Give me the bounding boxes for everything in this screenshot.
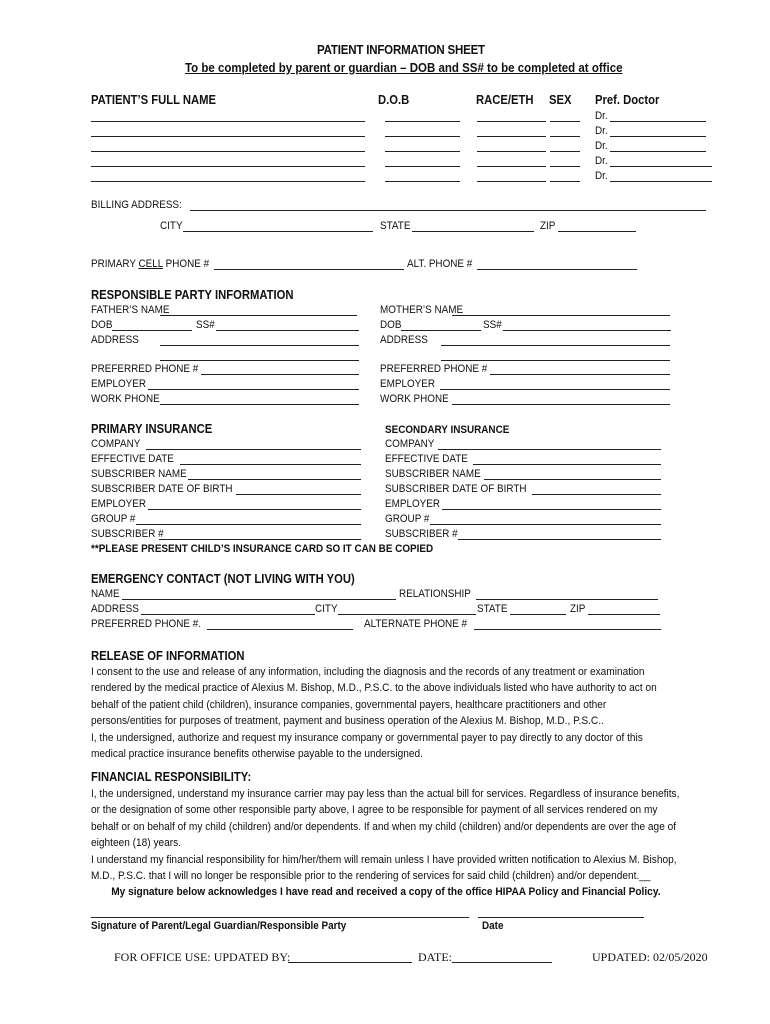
patient-doctor-field[interactable]: [610, 151, 706, 152]
patient-sex-field[interactable]: [550, 181, 580, 182]
updated-date: UPDATED: 02/05/2020: [592, 950, 708, 964]
doctor-prefix: Dr.: [595, 140, 608, 152]
father-address-label: ADDRESS: [91, 334, 139, 346]
mother-work-phone-label: WORK PHONE: [380, 393, 449, 405]
release-consent-paragraph: I consent to the use and release of any information, including the diagnosis and the records of any treatment or examination rendered by the medical practice of Alexius M. Bishop, M.D., P.S.C. to the above individuals listed who have authority to act on behalf of the patient child (children), insurance companies, governmental payers, healthcare practitioners and other persons/entities for purposes of treatment, payment and business operation of the Alexius M. Bishop, M.D., P.S.C..: [91, 666, 657, 728]
emergency-address-field[interactable]: [141, 614, 315, 615]
father-dob-label: DOB: [91, 319, 113, 331]
office-date-label: DATE:: [418, 950, 452, 964]
secondary-effective-date-label: EFFECTIVE DATE: [385, 453, 468, 465]
secondary-subscriber-dob-label: SUBSCRIBER DATE OF BIRTH: [385, 483, 527, 495]
patient-dob-field[interactable]: [385, 151, 460, 152]
financial-paragraph-1: I, the undersigned, understand my insurance carrier may pay less than the actual bill for services. Regardless of insurance benefits, or the designation of some other responsible party above, I agree to be responsible for payment of all services rendered on my behalf or on behalf of my child (children) and/or dependents. If and when my child (children) and/or dependents are over the age of eighteen (18) years.: [91, 788, 680, 850]
primary-subscriber-dob-label: SUBSCRIBER DATE OF BIRTH: [91, 483, 233, 495]
secondary-employer-field[interactable]: [442, 509, 661, 510]
pref-doctor-header: Pref. Doctor: [595, 93, 660, 107]
patient-doctor-field[interactable]: [610, 121, 706, 122]
father-work-phone-label: WORK PHONE: [91, 393, 160, 405]
mother-address-label: ADDRESS: [380, 334, 428, 346]
father-address-field[interactable]: [160, 345, 359, 346]
secondary-effective-date-field[interactable]: [473, 464, 661, 465]
patient-dob-field[interactable]: [385, 181, 460, 182]
billing-address-label: BILLING ADDRESS:: [91, 199, 182, 211]
financial-paragraph-2: I understand my financial responsibility for him/her/them will remain unless I have provided written notification to Alexius M. Bishop, M.D., P.S.C. that I will no longer be responsible prior to the rendering of services for said child (children) and/or dependent.__: [91, 853, 677, 883]
mother-dob-field[interactable]: [401, 330, 481, 331]
patient-name-field[interactable]: [91, 121, 365, 122]
primary-company-field[interactable]: [146, 449, 361, 450]
mother-address-field-2[interactable]: [441, 360, 670, 361]
father-employer-field[interactable]: [148, 389, 359, 390]
emergency-relationship-field[interactable]: [476, 599, 658, 600]
mother-preferred-phone-label: PREFERRED PHONE #: [380, 363, 488, 375]
doctor-prefix: Dr.: [595, 155, 608, 167]
primary-insurance-heading: PRIMARY INSURANCE: [91, 422, 213, 436]
patient-dob-field[interactable]: [385, 166, 460, 167]
primary-subscriber-num-label: SUBSCRIBER #: [91, 528, 164, 540]
mother-preferred-phone-field[interactable]: [490, 374, 670, 375]
signature-label: Signature of Parent/Legal Guardian/Responsible Party: [91, 920, 347, 932]
primary-subscriber-dob-field[interactable]: [236, 494, 361, 495]
doctor-prefix: Dr.: [595, 110, 608, 122]
patient-name-field[interactable]: [91, 166, 365, 167]
primary-group-label: GROUP #: [91, 513, 136, 525]
emergency-state-label: STATE: [477, 603, 508, 615]
secondary-company-field[interactable]: [438, 449, 661, 450]
patient-name-field[interactable]: [91, 136, 365, 137]
mother-work-phone-field[interactable]: [452, 404, 670, 405]
emergency-contact-heading: EMERGENCY CONTACT (NOT LIVING WITH YOU): [91, 572, 355, 586]
release-text: [91, 664, 680, 762]
primary-group-field[interactable]: [136, 524, 361, 525]
mother-employer-label: EMPLOYER: [380, 378, 436, 390]
doctor-prefix: Dr.: [595, 170, 608, 182]
billing-state-field[interactable]: [412, 231, 534, 232]
patient-sex-field[interactable]: [550, 166, 580, 167]
patient-sex-field[interactable]: [550, 136, 580, 137]
primary-subscriber-num-field[interactable]: [159, 539, 361, 540]
billing-address-field[interactable]: [190, 210, 706, 211]
financial-acknowledgement: My signature below acknowledges I have read and received a copy of the office HIPAA Policy and Financial Policy.: [111, 886, 661, 899]
secondary-group-field[interactable]: [430, 524, 661, 525]
mothers-name-label: MOTHER’S NAME: [380, 304, 464, 316]
secondary-subscriber-name-label: SUBSCRIBER NAME: [385, 468, 481, 480]
patient-race-field[interactable]: [477, 151, 546, 152]
primary-employer-label: EMPLOYER: [91, 498, 147, 510]
primary-subscriber-name-field[interactable]: [188, 479, 361, 480]
secondary-employer-label: EMPLOYER: [385, 498, 441, 510]
primary-effective-date-field[interactable]: [180, 464, 361, 465]
secondary-group-label: GROUP #: [385, 513, 430, 525]
patient-doctor-field[interactable]: [610, 181, 712, 182]
signature-field[interactable]: [91, 917, 469, 918]
emergency-preferred-phone-label: PREFERRED PHONE #.: [91, 618, 202, 630]
father-employer-label: EMPLOYER: [91, 378, 147, 390]
signature-date-label: Date: [482, 920, 504, 932]
emergency-address-label: ADDRESS: [91, 603, 139, 615]
dob-header: D.O.B: [378, 93, 410, 107]
patient-dob-field[interactable]: [385, 136, 460, 137]
emergency-city-label: CITY: [315, 603, 338, 615]
father-preferred-phone-field[interactable]: [201, 374, 359, 375]
responsible-party-heading: RESPONSIBLE PARTY INFORMATION: [91, 288, 294, 302]
mother-dob-label: DOB: [380, 319, 402, 331]
father-address-field-2[interactable]: [160, 360, 359, 361]
updated-by-field[interactable]: [288, 962, 412, 963]
secondary-subscriber-num-field[interactable]: [458, 539, 661, 540]
emergency-zip-label: ZIP: [570, 603, 586, 615]
form-subtitle: To be completed by parent or guardian – DOB and SS# to be completed at office: [185, 61, 623, 75]
patient-dob-field[interactable]: [385, 121, 460, 122]
mother-address-field[interactable]: [441, 345, 670, 346]
secondary-company-label: COMPANY: [385, 438, 435, 450]
mothers-name-field[interactable]: [452, 315, 670, 316]
mother-ss-field[interactable]: [503, 330, 671, 331]
billing-city-label: CITY: [160, 220, 183, 232]
release-authorize-paragraph: I, the undersigned, authorize and request my insurance company or governmental payer to pay directly to any doctor of this medical practice insurance benefits otherwise payable to the undersigned.: [91, 731, 643, 761]
billing-zip-field[interactable]: [558, 231, 636, 232]
patient-sex-field[interactable]: [550, 151, 580, 152]
fathers-name-label: FATHER’S NAME: [91, 304, 170, 316]
financial-text: [91, 786, 680, 901]
father-work-phone-field[interactable]: [160, 404, 359, 405]
secondary-subscriber-dob-field[interactable]: [532, 494, 661, 495]
alt-phone-label: ALT. PHONE #: [407, 258, 473, 270]
emergency-name-field[interactable]: [122, 599, 396, 600]
primary-employer-field[interactable]: [148, 509, 361, 510]
sex-header: SEX: [549, 93, 572, 107]
office-date-field[interactable]: [452, 962, 552, 963]
primary-subscriber-name-label: SUBSCRIBER NAME: [91, 468, 187, 480]
father-ss-label: SS#: [196, 319, 215, 331]
emergency-city-field[interactable]: [338, 614, 476, 615]
release-heading: RELEASE OF INFORMATION: [91, 649, 245, 663]
father-ss-field[interactable]: [216, 330, 359, 331]
race-header: RACE/ETH: [476, 93, 534, 107]
patient-doctor-field[interactable]: [610, 166, 712, 167]
primary-company-label: COMPANY: [91, 438, 141, 450]
patient-name-field[interactable]: [91, 151, 365, 152]
primary-effective-date-label: EFFECTIVE DATE: [91, 453, 174, 465]
mother-ss-label: SS#: [483, 319, 502, 331]
patient-race-field[interactable]: [477, 121, 546, 122]
patient-name-field[interactable]: [91, 181, 365, 182]
alt-phone-field[interactable]: [477, 269, 637, 270]
emergency-state-field[interactable]: [510, 614, 566, 615]
patient-name-header: PATIENT’S FULL NAME: [91, 93, 217, 107]
doctor-prefix: Dr.: [595, 125, 608, 137]
primary-cell-phone-label: PRIMARY CELL PHONE #: [91, 258, 210, 270]
emergency-preferred-phone-field[interactable]: [207, 629, 353, 630]
billing-zip-label: ZIP: [540, 220, 556, 232]
insurance-card-note: **PLEASE PRESENT CHILD’S INSURANCE CARD SO IT CAN BE COPIED: [91, 543, 434, 555]
billing-state-label: STATE: [380, 220, 411, 232]
secondary-subscriber-num-label: SUBSCRIBER #: [385, 528, 458, 540]
billing-city-field[interactable]: [183, 231, 373, 232]
patient-sex-field[interactable]: [550, 121, 580, 122]
emergency-name-label: NAME: [91, 588, 120, 600]
for-office-use-label: FOR OFFICE USE: UPDATED BY:: [114, 950, 291, 964]
patient-race-field[interactable]: [477, 166, 546, 167]
form-title: PATIENT INFORMATION SHEET: [317, 43, 485, 57]
mother-employer-field[interactable]: [440, 389, 670, 390]
patient-doctor-field[interactable]: [610, 136, 706, 137]
emergency-zip-field[interactable]: [588, 614, 660, 615]
fathers-name-field[interactable]: [160, 315, 357, 316]
emergency-relationship-label: RELATIONSHIP: [399, 588, 471, 600]
emergency-alternate-phone-label: ALTERNATE PHONE #: [364, 618, 468, 630]
primary-cell-phone-field[interactable]: [214, 269, 404, 270]
patient-race-field[interactable]: [477, 181, 546, 182]
financial-heading: FINANCIAL RESPONSIBILITY:: [91, 770, 252, 784]
emergency-alternate-phone-field[interactable]: [474, 629, 661, 630]
father-dob-field[interactable]: [112, 330, 192, 331]
secondary-insurance-heading: SECONDARY INSURANCE: [385, 424, 510, 436]
father-preferred-phone-label: PREFERRED PHONE #: [91, 363, 199, 375]
patient-race-field[interactable]: [477, 136, 546, 137]
secondary-subscriber-name-field[interactable]: [484, 479, 661, 480]
signature-date-field[interactable]: [478, 917, 644, 918]
